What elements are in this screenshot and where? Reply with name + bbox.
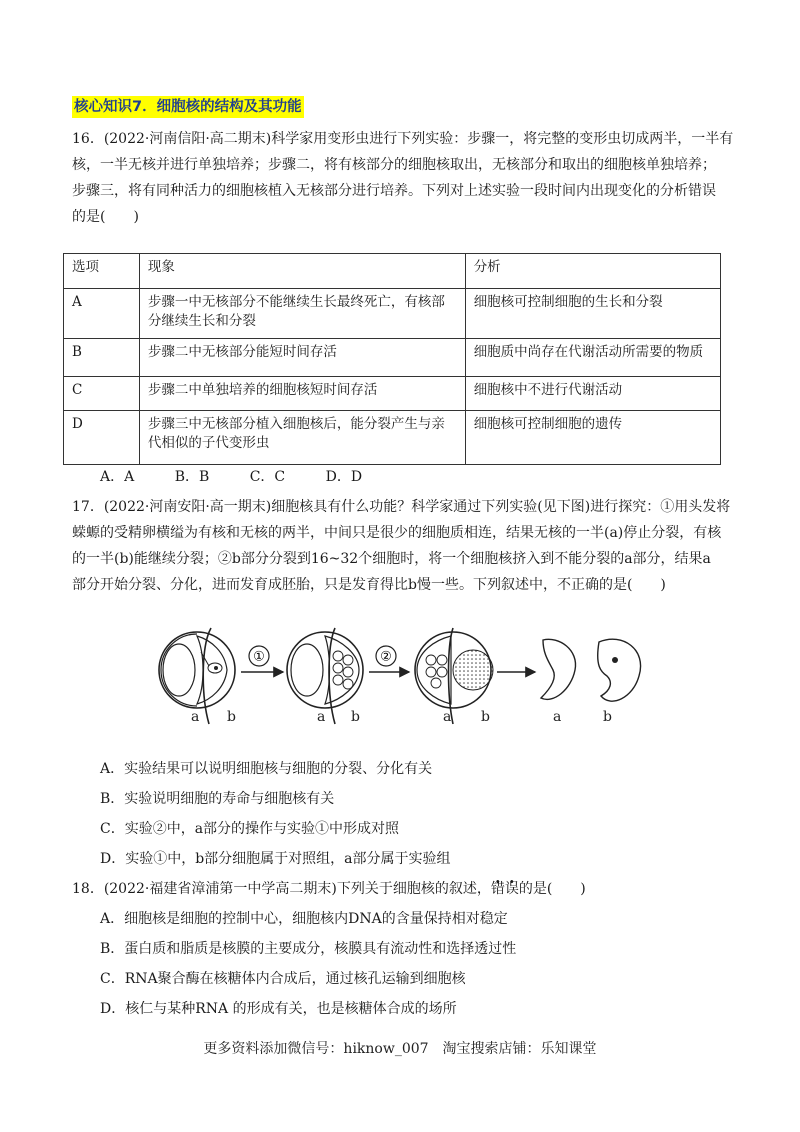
table-header-analysis: 分析 <box>465 254 720 289</box>
label-a2: a <box>317 709 326 725</box>
choice-c: C．C <box>249 469 286 485</box>
emphasis-char: 错 <box>490 881 505 897</box>
step-2-label: ② <box>380 649 392 665</box>
embryo-b-shape <box>598 639 641 701</box>
table-row <box>64 289 721 339</box>
question-17-line: 蝾螈的受精卵横缢为有核和无核的两半，中间只是很少的细胞质相连，结果无核的一半(a)停止分裂，有核 <box>72 525 722 541</box>
label-b3: b <box>481 709 490 725</box>
table-cell: A <box>64 289 140 339</box>
question-17-line: 17．(2022·河南安阳·高一期末)细胞核具有什么功能？科学家通过下列实验(见下图)进行探究：①用头发将 <box>72 499 731 515</box>
section-title: 核心知识7．细胞核的结构及其功能 <box>72 96 304 118</box>
question-16-line: 16．(2022·河南信阳·高二期末)科学家用变形虫进行下列实验：步骤一，将完整的变形虫切成两半，一半有 <box>72 131 734 147</box>
table-header-phenomenon: 现象 <box>139 254 465 289</box>
table-cell: 细胞核可控制细胞的生长和分裂 <box>465 289 720 339</box>
page-footer: 更多资料添加微信号：hiknow_007 淘宝搜索店铺：乐知课堂 <box>203 1041 597 1057</box>
table-header-option: 选项 <box>64 254 140 289</box>
table-row <box>64 411 721 465</box>
question-16-table <box>63 253 721 465</box>
label-b4: b <box>603 709 612 725</box>
question-16-choices <box>100 466 398 486</box>
question-18-stem <box>72 876 732 902</box>
emphasis-char: 误 <box>504 881 519 897</box>
question-17-line: 的一半(b)能继续分裂；②b部分分裂到16~32个细胞时，将一个细胞核挤入到不能分裂的a部分，结果a <box>72 551 711 567</box>
arrow-step-2 <box>369 646 409 672</box>
label-a1: a <box>191 709 200 725</box>
question-16-line: 核，一半无核并进行单独培养；步骤二，将有核部分的细胞核取出，无核部分和取出的细胞核单独培养； <box>72 157 716 173</box>
question-16-stem <box>72 126 732 230</box>
label-b2: b <box>351 709 360 725</box>
table-cell: 细胞质中尚存在代谢活动所需要的物质 <box>465 339 720 377</box>
question-16-line: 的是( ) <box>72 209 139 225</box>
label-a3: a <box>443 709 452 725</box>
table-row <box>64 377 721 411</box>
table-cell: 细胞核中不进行代谢活动 <box>465 377 720 411</box>
label-a4: a <box>553 709 562 725</box>
question-18-option-d: D．核仁与某种RNA 的形成有关，也是核糖体合成的场所 <box>100 1001 457 1017</box>
question-18-stem-before: 18．(2022·福建省漳浦第一中学高二期末)下列关于细胞核的叙述， <box>72 881 491 897</box>
table-cell: D <box>64 411 140 465</box>
table-header-row <box>64 254 721 289</box>
step-1-label: ① <box>253 649 265 665</box>
question-18-option-b: B．蛋白质和脂质是核膜的主要成分，核膜具有流动性和选择透过性 <box>100 941 517 957</box>
question-18-option-c: C．RNA聚合酶在核糖体内合成后，通过核孔运输到细胞核 <box>100 971 466 987</box>
question-17-stem <box>72 494 732 598</box>
choice-d: D．D <box>325 469 363 485</box>
arrow-step-1 <box>241 646 283 672</box>
question-18-option-a: A．细胞核是细胞的控制中心，细胞核内DNA的含量保持相对稳定 <box>100 911 508 927</box>
question-17-line: 部分开始分裂、分化，进而发育成胚胎，只是发育得比b慢一些。下列叙述中，不正确的是( ) <box>72 577 666 593</box>
table-cell: C <box>64 377 140 411</box>
table-cell: 步骤二中无核部分能短时间存活 <box>139 339 465 377</box>
table-cell: B <box>64 339 140 377</box>
choice-b: B．B <box>174 469 210 485</box>
question-17-option-a: A．实验结果可以说明细胞核与细胞的分裂、分化有关 <box>100 761 433 777</box>
question-17-option-c: C．实验②中，a部分的操作与实验①中形成对照 <box>100 821 400 837</box>
table-cell: 步骤三中无核部分植入细胞核后，能分裂产生与亲代相似的子代变形虫 <box>139 411 465 465</box>
table-row <box>64 339 721 377</box>
embryo-a-shape <box>541 639 576 699</box>
question-17-option-d: D．实验①中，b部分细胞属于对照组，a部分属于实验组 <box>100 851 451 867</box>
question-16-line: 步骤三，将有同种活力的细胞核植入无核部分进行培养。下列对上述实验一段时间内出现变化的分析错误 <box>72 183 716 199</box>
choice-a: A．A <box>100 469 135 485</box>
question-17-option-b: B．实验说明细胞的寿命与细胞核有关 <box>100 791 335 807</box>
salamander-egg-diagram <box>155 626 645 726</box>
question-18-stem-after: 的是( ) <box>518 881 586 897</box>
table-cell: 步骤二中单独培养的细胞核短时间存活 <box>139 377 465 411</box>
table-cell: 细胞核可控制细胞的遗传 <box>465 411 720 465</box>
table-cell: 步骤一中无核部分不能继续生长最终死亡，有核部分继续生长和分裂 <box>139 289 465 339</box>
label-b1: b <box>227 709 236 725</box>
